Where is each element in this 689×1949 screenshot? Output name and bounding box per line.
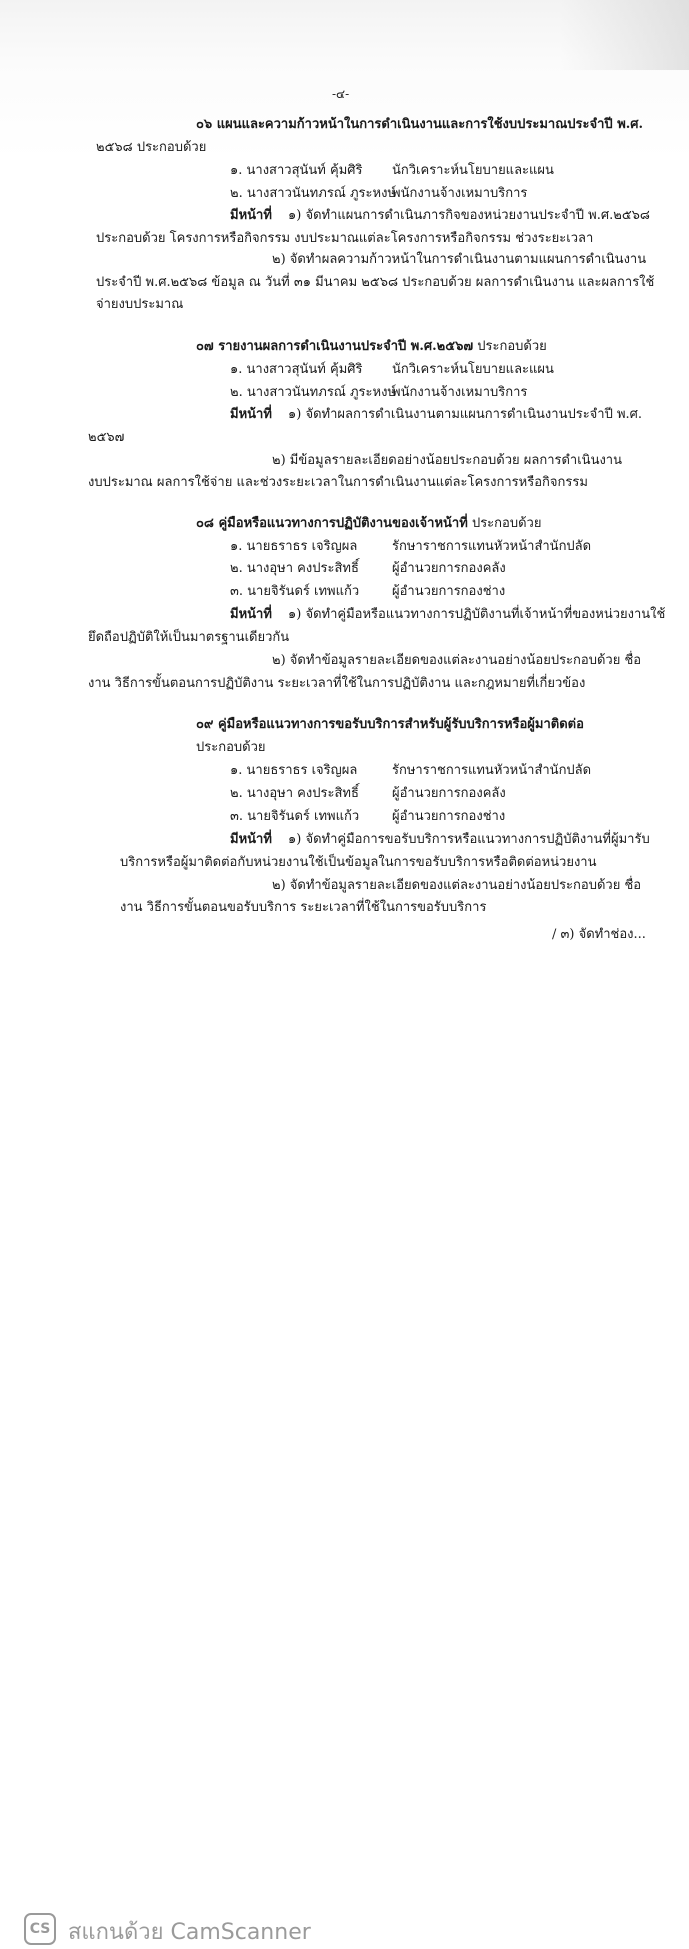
section8-duty-2: ๒) จัดทำข้อมูลรายละเอียดของแต่ละงานอย่างน้อยประกอบด้วย ชื่อ [272, 653, 642, 668]
section9-member-1-role: รักษาราชการแทนหัวหน้าสำนักปลัด [392, 763, 592, 778]
section6-duty-2-cont-2: จ่ายงบประมาณ [96, 297, 184, 312]
section8-member-3-role: ผู้อำนวยการกองช่าง [392, 584, 506, 599]
section8-member-1-role: รักษาราชการแทนหัวหน้าสำนักปลัด [392, 539, 592, 554]
section7-member-1-role: นักวิเคราะห์นโยบายและแผน [392, 362, 554, 377]
section6-duty-1-cont: ประกอบด้วย โครงการหรือกิจกรรม งบประมาณแต่ละโครงการหรือกิจกรรม ช่วงระยะเวลา [96, 231, 594, 246]
scan-shadow [560, 0, 689, 70]
section8-heading-line [196, 516, 541, 532]
section8-heading-suffix: ประกอบด้วย [471, 516, 542, 531]
section7-duty-label: มีหน้าที่ [230, 407, 272, 422]
section6-member-1-name: ๑. นางสาวสุนันท์ คุ้มศิริ [230, 163, 363, 178]
section6-heading-cont: ๒๕๖๘ ประกอบด้วย [96, 140, 207, 155]
section6-duty-1: ๑) จัดทำแผนการดำเนินภารกิจของหน่วยงานประจำปี พ.ศ.๒๕๖๘ [288, 208, 650, 223]
section8-member-3-name: ๓. นายจิรันดร์ เทพแก้ว [230, 584, 360, 599]
section9-duty-2: ๒) จัดทำข้อมูลรายละเอียดของแต่ละงานอย่างน้อยประกอบด้วย ชื่อ [272, 878, 642, 893]
section7-heading: ๐๗ รายงานผลการดำเนินงานประจำปี พ.ศ.๒๕๖๗ [196, 339, 474, 354]
section6-duty-2-cont-1: ประจำปี พ.ศ.๒๕๖๘ ข้อมูล ณ วันที่ ๓๑ มีนาคม ๒๕๖๘ ประกอบด้วย ผลการดำเนินงาน และผลการใช้ [96, 275, 655, 290]
continuation-note: / ๓) จัดทำช่อง... [552, 927, 646, 942]
section7-duty-1-cont: ๒๕๖๗ [88, 430, 125, 445]
section6-member-2-role: พนักงานจ้างเหมาบริการ [392, 186, 528, 201]
section6-member-1-role: นักวิเคราะห์นโยบายและแผน [392, 163, 554, 178]
section9-member-3-name: ๓. นายจิรันดร์ เทพแก้ว [230, 809, 360, 824]
section8-duty-1-cont: ยึดถือปฏิบัติให้เป็นมาตรฐานเดียวกัน [88, 630, 290, 645]
section7-member-2-name: ๒. นางสาวนันทภรณ์ ภูระหงษ์ [230, 385, 397, 400]
page-number: -๔- [332, 87, 350, 101]
section8-duty-1: ๑) จัดทำคู่มือหรือแนวทางการปฏิบัติงานที่เจ้าหน้าที่ของหน่วยงานใช้ [288, 607, 666, 622]
camscanner-logo-icon: CS [24, 1913, 56, 1945]
section8-member-2-role: ผู้อำนวยการกองคลัง [392, 561, 506, 576]
section7-duty-2-cont: งบประมาณ ผลการใช้จ่าย และช่วงระยะเวลาในการดำเนินงานแต่ละโครงการหรือกิจกรรม [88, 475, 588, 490]
section9-member-2-name: ๒. นางอุษา คงประสิทธิ์ [230, 786, 359, 801]
section7-member-2-role: พนักงานจ้างเหมาบริการ [392, 385, 528, 400]
scanner-footer [0, 948, 689, 1945]
section9-duty-1-cont: บริการหรือผู้มาติดต่อกับหน่วยงานใช้เป็นข้อมูลในการขอรับบริการหรือติดต่อหน่วยงาน [120, 855, 597, 870]
section7-duty-1: ๑) จัดทำผลการดำเนินงานตามแผนการดำเนินงานประจำปี พ.ศ. [288, 407, 643, 422]
camscanner-watermark-text: สแกนด้วย CamScanner [68, 1920, 311, 1945]
section6-heading: ๐๖ แผนและความก้าวหน้าในการดำเนินงานและการใช้งบประมาณประจำปี พ.ศ. [196, 117, 644, 132]
section7-heading-suffix: ประกอบด้วย [477, 339, 547, 354]
section8-member-2-name: ๒. นางอุษา คงประสิทธิ์ [230, 561, 359, 576]
section8-duty-2-cont: งาน วิธีการขั้นตอนการปฏิบัติงาน ระยะเวลาที่ใช้ในการปฏิบัติงาน และกฎหมายที่เกี่ยวข้อง [88, 676, 586, 691]
section9-member-2-role: ผู้อำนวยการกองคลัง [392, 786, 506, 801]
document-page [0, 0, 689, 948]
section9-duty-label: มีหน้าที่ [230, 832, 272, 847]
section7-heading-line [196, 339, 547, 355]
section9-heading-cont: ประกอบด้วย [196, 740, 266, 755]
section7-duty-2: ๒) มีข้อมูลรายละเอียดอย่างน้อยประกอบด้วย ผลการดำเนินงาน [272, 453, 622, 468]
section9-duty-1: ๑) จัดทำคู่มือการขอรับบริการหรือแนวทางการปฏิบัติงานที่ผู้มารับ [288, 832, 650, 847]
section7-member-1-name: ๑. นางสาวสุนันท์ คุ้มศิริ [230, 362, 363, 377]
section9-duty-2-cont: งาน วิธีการขั้นตอนขอรับบริการ ระยะเวลาที่ใช้ในการขอรับบริการ [120, 900, 487, 915]
section9-heading: ๐๙ คู่มือหรือแนวทางการขอรับบริการสำหรับผู้รับบริการหรือผู้มาติดต่อ [196, 717, 584, 732]
section9-member-3-role: ผู้อำนวยการกองช่าง [392, 809, 506, 824]
section8-duty-label: มีหน้าที่ [230, 607, 272, 622]
section8-heading: ๐๘ คู่มือหรือแนวทางการปฏิบัติงานของเจ้าหน้าที่ [196, 516, 468, 531]
section6-duty-2: ๒) จัดทำผลความก้าวหน้าในการดำเนินงานตามแผนการดำเนินงาน [272, 252, 647, 267]
section6-member-2-name: ๒. นางสาวนันทภรณ์ ภูระหงษ์ [230, 186, 397, 201]
section9-member-1-name: ๑. นายธราธร เจริญผล [230, 763, 358, 778]
section8-member-1-name: ๑. นายธราธร เจริญผล [230, 539, 358, 554]
section6-duty-label: มีหน้าที่ [230, 208, 272, 223]
